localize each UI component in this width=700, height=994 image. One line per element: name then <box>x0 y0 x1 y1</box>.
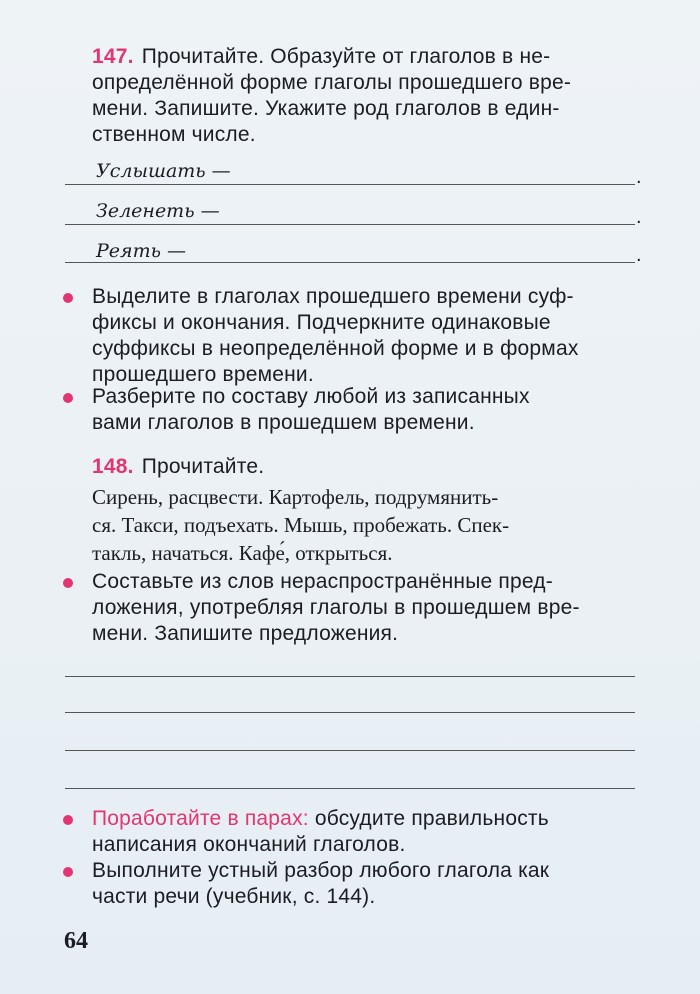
pair-work-line2: написания окончаний глаголов. <box>92 833 406 856</box>
task-3-line2: ложения, употребляя глаголы в прошедшем вре- <box>92 596 580 619</box>
task-1-line2: фиксы и окончания. Подчеркните одинаковые <box>92 311 551 334</box>
bullet-icon <box>63 293 73 303</box>
line-end-dot: . <box>636 206 642 228</box>
word-pairs-line3: такль, начаться. Кафе́, открыться. <box>92 541 393 565</box>
pair-work-line1: Поработайте в парах: обсудите правильность <box>92 807 549 830</box>
writing-line <box>65 224 635 225</box>
exercise-148-number: 148. <box>92 455 134 478</box>
exercise-147-line4: ственном числе. <box>92 123 256 146</box>
bullet-icon <box>63 393 73 403</box>
line-end-dot: . <box>636 166 642 188</box>
oral-task-line2: части речи (учебник, с. 144). <box>92 885 376 908</box>
task-3-line3: мени. Запишите предложения. <box>92 622 399 645</box>
writing-line <box>65 712 635 713</box>
exercise-147-line2: определённой форме глаголы прошедшего вре- <box>92 71 572 94</box>
writing-line <box>65 262 635 263</box>
task-1-line4: прошедшего времени. <box>92 363 314 386</box>
exercise-148-title: 148. Прочитайте. <box>92 455 265 478</box>
task-2-line2: вами глаголов в прошедшем времени. <box>92 411 475 434</box>
oral-task-line1: Выполните устный разбор любого глагола как <box>92 859 550 882</box>
task-3-line1: Составьте из слов нераспространённые пред- <box>92 570 553 593</box>
word-pairs-line1: Сирень, расцвести. Картофель, подрумянить- <box>92 485 499 509</box>
writing-line <box>65 750 635 751</box>
writing-line <box>65 676 635 677</box>
bullet-icon <box>63 867 73 877</box>
exercise-147-text: 147. Прочитайте. Образуйте от глаголов в не- <box>92 45 551 68</box>
word-pairs-line2: ся. Такси, подъехать. Мышь, пробежать. Спек- <box>92 513 510 537</box>
handwritten-verb-3: Реять — <box>96 240 187 262</box>
task-1-line1: Выделите в глаголах прошедшего времени суф- <box>92 285 574 308</box>
page-number: 64 <box>64 928 88 954</box>
exercise-147-line3: мени. Запишите. Укажите род глаголов в един- <box>92 97 560 120</box>
writing-line <box>65 788 635 789</box>
task-1-line3: суффиксы в неопределённой форме и в формах <box>92 337 579 360</box>
pair-work-label: Поработайте в парах: <box>92 807 309 830</box>
handwritten-verb-2: Зеленеть — <box>96 200 220 222</box>
writing-line <box>65 184 635 185</box>
line-end-dot: . <box>636 244 642 266</box>
bullet-icon <box>63 578 73 588</box>
task-2-line1: Разберите по составу любой из записанных <box>92 385 530 408</box>
handwritten-verb-1: Услышать — <box>96 160 231 182</box>
exercise-147-number: 147. <box>92 45 134 68</box>
bullet-icon <box>63 815 73 825</box>
